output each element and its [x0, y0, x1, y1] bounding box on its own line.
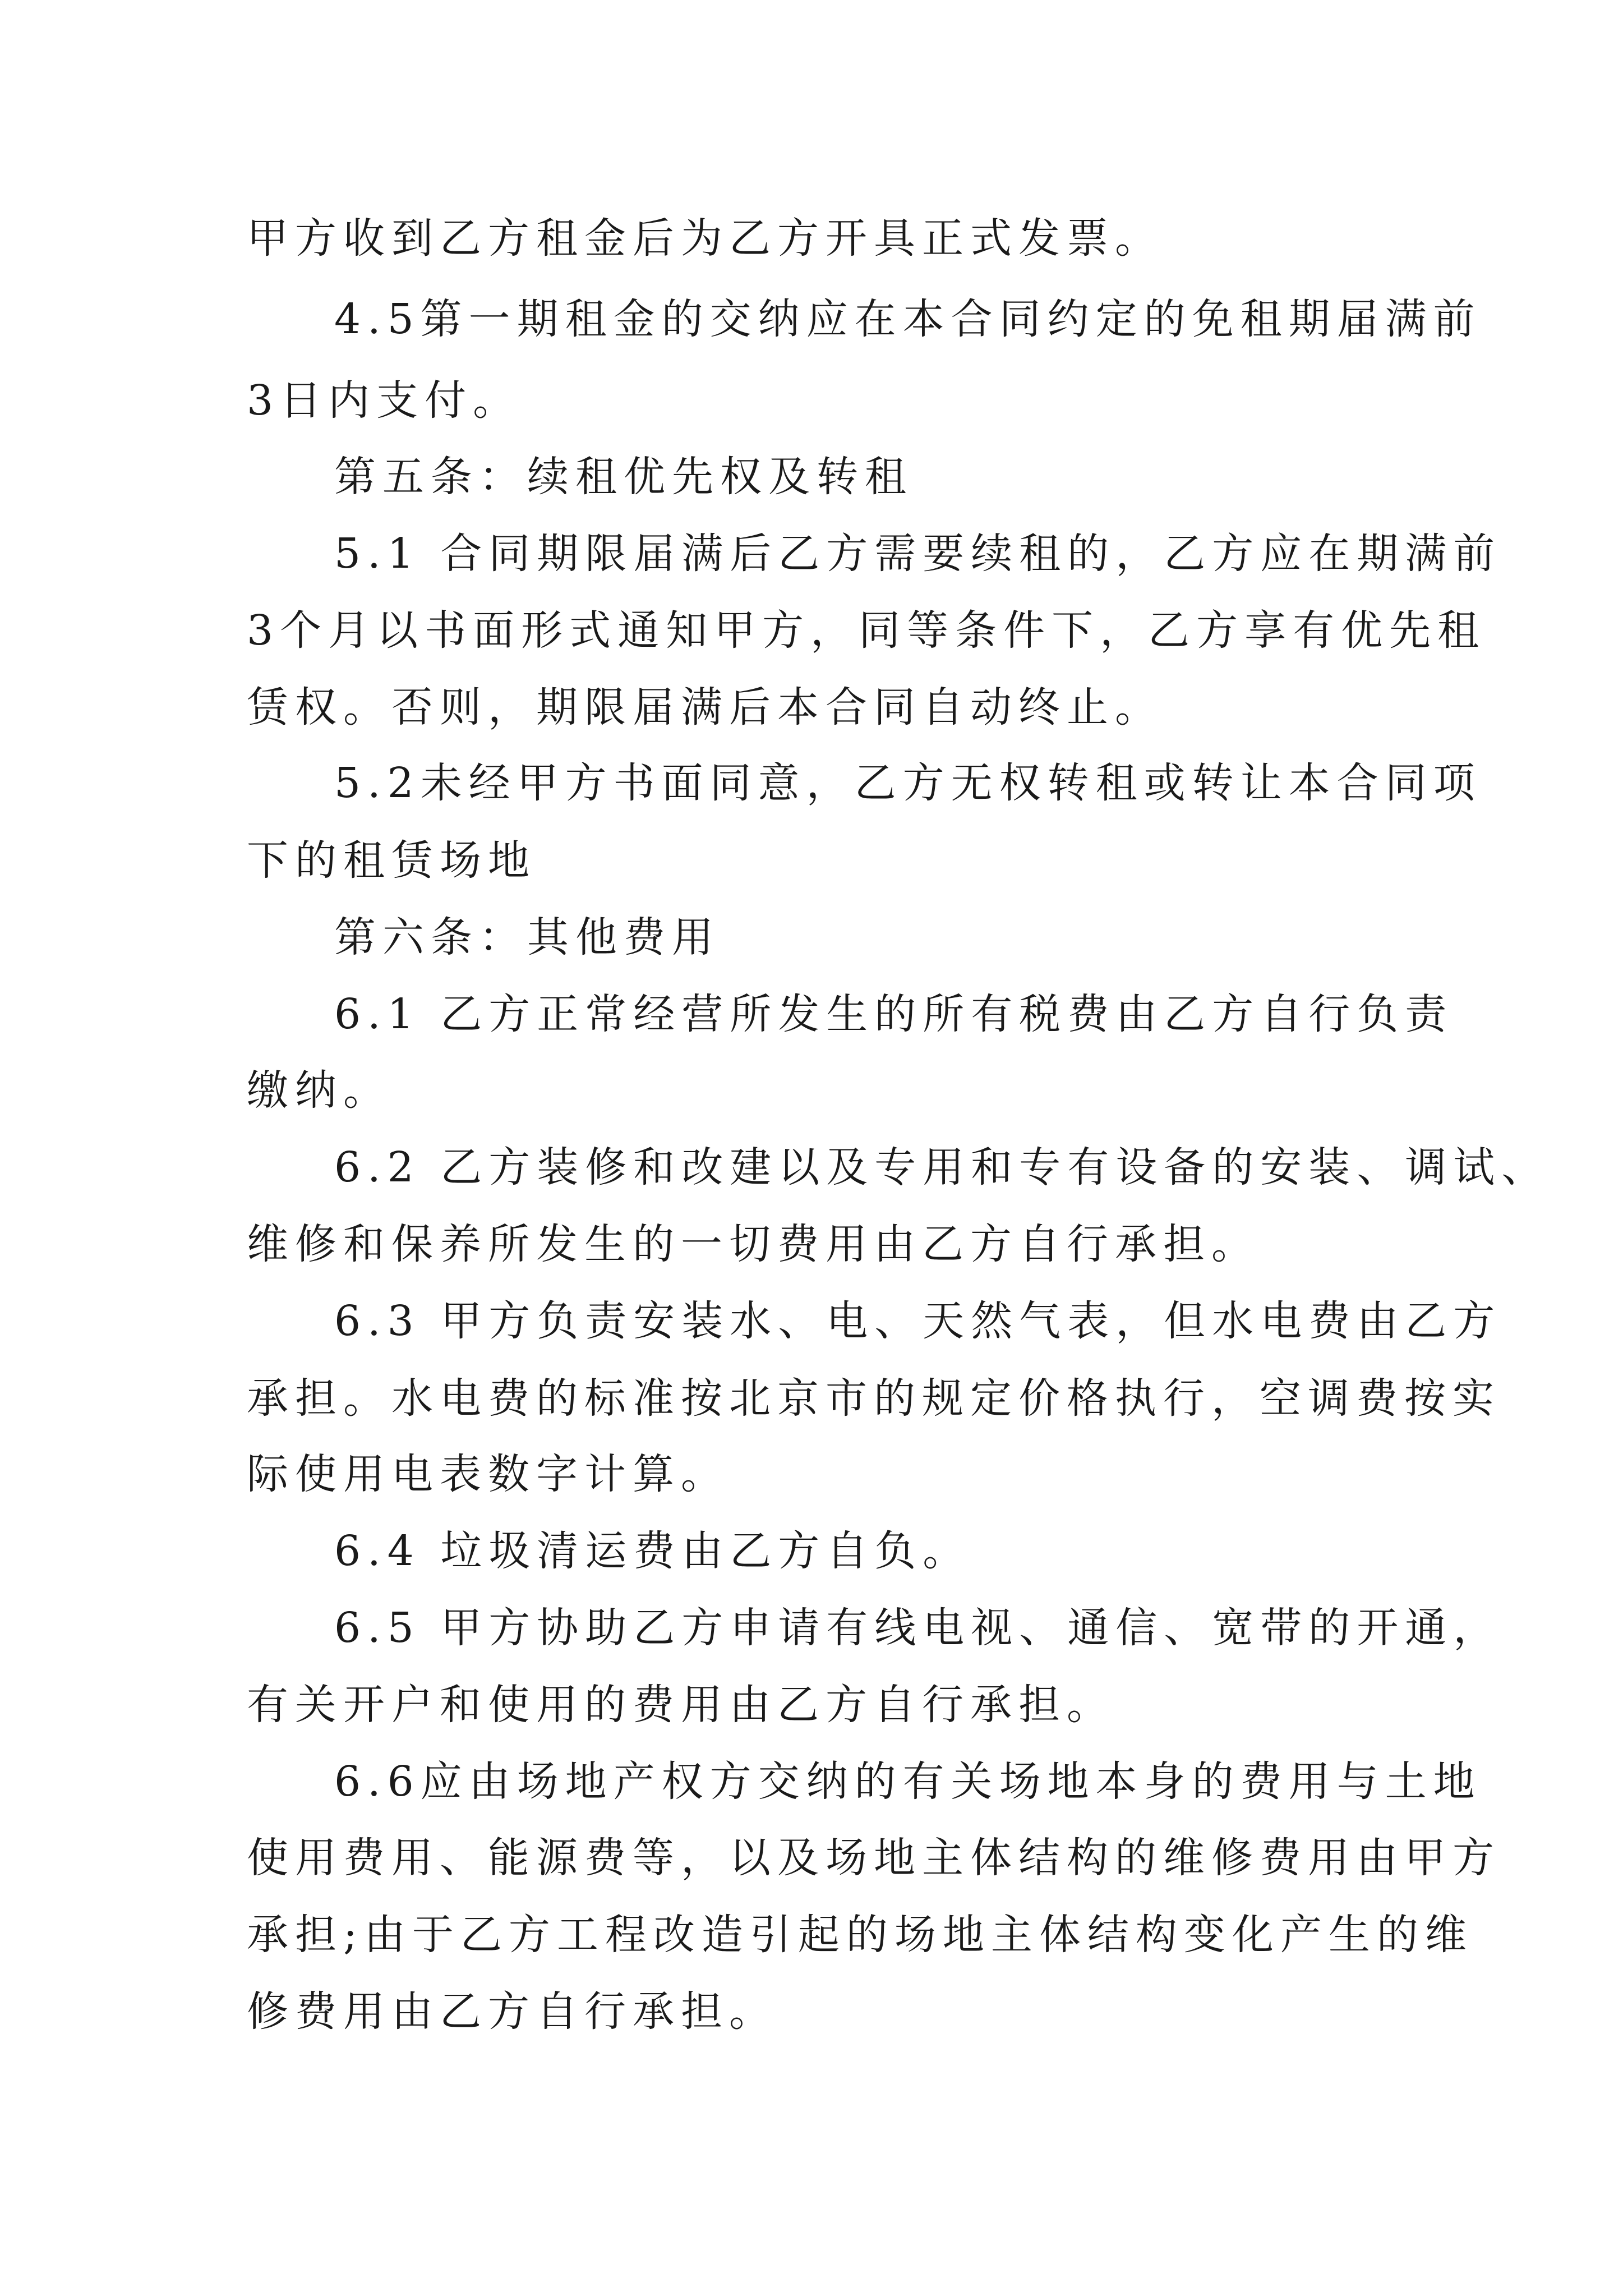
text-line-11: 6.1 乙方正常经营所发生的所有税费由乙方自行负责	[334, 990, 1454, 1038]
text-line-21: 6.6应由场地产权方交纳的有关场地本身的费用与土地	[334, 1757, 1482, 1806]
text-line-9: 下的租赁场地	[247, 836, 536, 885]
text-line-3: 3日内支付。	[247, 376, 522, 425]
text-line-12: 缴纳。	[247, 1066, 391, 1115]
text-line-22: 使用费用、能源费等，以及场地主体结构的维修费用由甲方	[247, 1834, 1501, 1882]
section-heading-5: 第五条：续租优先权及转租	[334, 453, 913, 501]
text-line-17: 际使用电表数字计算。	[247, 1450, 729, 1498]
text-line-16: 承担。水电费的标准按北京市的规定价格执行，空调费按实	[247, 1374, 1501, 1423]
section-heading-6: 第六条：其他费用	[334, 913, 720, 961]
text-line-23: 承担;由于乙方工程改造引起的场地主体结构变化产生的维	[247, 1911, 1473, 1959]
text-line-8: 5.2未经甲方书面同意，乙方无权转租或转让本合同项	[334, 759, 1482, 807]
text-line-5: 5.1 合同期限届满后乙方需要续租的，乙方应在期满前	[334, 530, 1502, 578]
text-line-24: 修费用由乙方自行承担。	[247, 1987, 777, 2036]
text-line-6: 3个月以书面形式通知甲方，同等条件下，乙方享有优先租	[247, 606, 1486, 655]
text-line-19: 6.5 甲方协助乙方申请有线电视、通信、宽带的开通，	[334, 1604, 1502, 1652]
text-line-18: 6.4 垃圾清运费由乙方自负。	[334, 1527, 971, 1575]
text-line-7: 赁权。否则，期限届满后本合同自动终止。	[247, 683, 1163, 731]
text-line-15: 6.3 甲方负责安装水、电、天然气表，但水电费由乙方	[334, 1297, 1502, 1345]
text-line-13: 6.2 乙方装修和改建以及专用和专有设备的安装、调试、	[334, 1143, 1550, 1191]
text-line-14: 维修和保养所发生的一切费用由乙方自行承担。	[247, 1220, 1260, 1268]
text-line-1: 甲方收到乙方租金后为乙方开具正式发票。	[247, 214, 1163, 263]
text-line-2: 4.5第一期租金的交纳应在本合同约定的免租期届满前	[334, 295, 1482, 343]
text-line-20: 有关开户和使用的费用由乙方自行承担。	[247, 1681, 1115, 1729]
